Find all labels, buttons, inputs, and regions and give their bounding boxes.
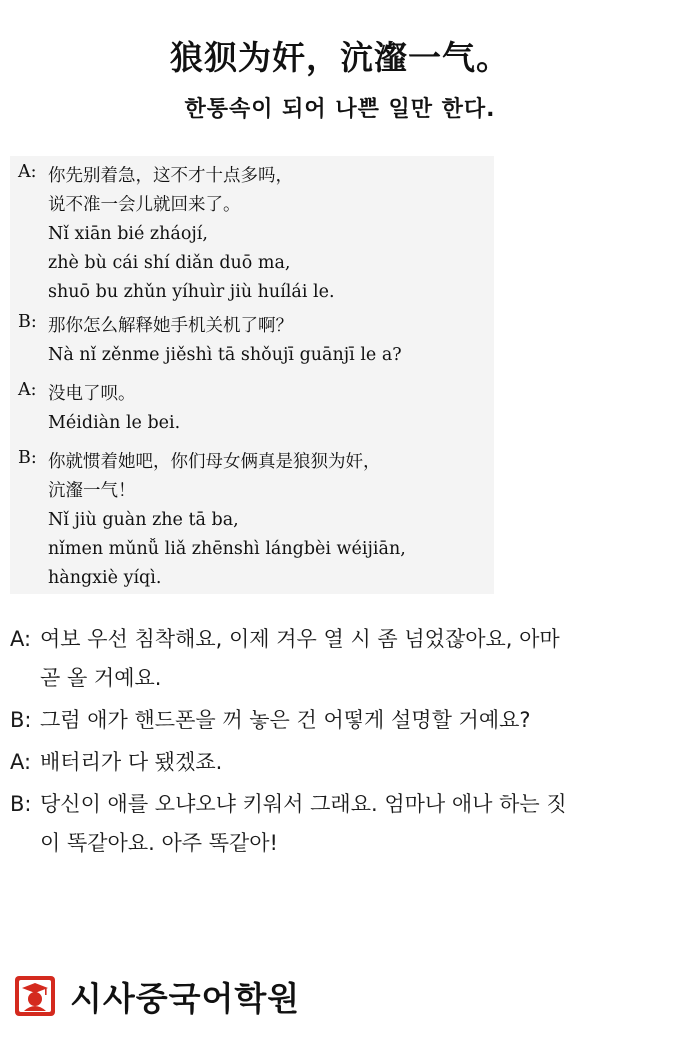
speaker-label: B: <box>18 312 37 332</box>
hanzi-line: 那你怎么解释她手机关机了啊？ <box>48 316 293 336</box>
speaker-label: A: <box>10 627 32 651</box>
page-title: 狼狈为奸，沆瀣一气。 <box>170 38 510 77</box>
hanzi-line: 你先别着急，这不才十点多吗， <box>48 166 293 186</box>
korean-translation <box>10 620 670 866</box>
speaker-label: A: <box>10 750 32 774</box>
pinyin-line: Nǐ jiù guàn zhe tā ba, <box>48 510 239 530</box>
korean-text <box>10 701 670 740</box>
pinyin-line: Nǐ xiān bié zháojí, <box>48 224 208 244</box>
speaker-label: A: <box>18 380 37 400</box>
korean-turn-1 <box>10 620 670 698</box>
graduate-emblem-icon <box>12 973 58 1019</box>
turn-lines <box>48 448 406 593</box>
pinyin-line: hàngxiè yíqì. <box>48 568 162 588</box>
pinyin-line: Méidiàn le bei. <box>48 413 181 433</box>
korean-text <box>10 620 670 698</box>
pinyin-line: zhè bù cái shí diǎn duō ma, <box>48 253 291 273</box>
turn-lines <box>48 380 180 438</box>
speaker-label: B: <box>10 792 32 816</box>
speaker-label: B: <box>18 448 37 468</box>
korean-turn-2 <box>10 701 670 740</box>
brand-name: 시사중국어학원 <box>70 978 301 1018</box>
korean-text <box>10 785 670 863</box>
korean-line: 배터리가 다 됐겠죠. <box>40 750 223 774</box>
korean-turn-3 <box>10 743 670 782</box>
hanzi-line: 沆瀣一气！ <box>48 481 136 501</box>
hanzi-line: 你就惯着她吧，你们母女俩真是狼狈为奸， <box>48 452 381 472</box>
korean-turn-4 <box>10 785 670 863</box>
turn-lines <box>48 162 335 307</box>
speaker-label: B: <box>10 708 32 732</box>
pinyin-line: shuō bu zhǔn yíhuìr jiù huílái le. <box>48 282 335 302</box>
brand-footer <box>12 968 300 1024</box>
korean-line: 당신이 애를 오냐오냐 키워서 그래요. 엄마나 애나 하는 짓 <box>40 792 567 816</box>
pinyin-line: nǐmen mǔnǚ liǎ zhēnshì lángbèi wéijiān, <box>48 539 406 559</box>
turn-lines <box>48 312 402 370</box>
hanzi-line: 没电了呗。 <box>48 384 136 404</box>
hanzi-line: 说不准一会儿就回来了。 <box>48 195 241 215</box>
pinyin-line: Nà nǐ zěnme jiěshì tā shǒujī guānjī le a? <box>48 345 402 365</box>
korean-line: 그럼 애가 핸드폰을 꺼 놓은 건 어떻게 설명할 거예요? <box>40 708 531 732</box>
page-subtitle: 한통속이 되어 나쁜 일만 한다. <box>184 97 496 122</box>
korean-text <box>10 743 670 782</box>
korean-line: 곧 올 거예요. <box>40 666 162 690</box>
korean-line: 여보 우선 침착해요, 이제 겨우 열 시 좀 넘었잖아요, 아마 <box>40 627 560 651</box>
chinese-dialog-box <box>10 156 494 594</box>
korean-line: 이 똑같아요. 아주 똑같아! <box>40 831 278 855</box>
speaker-label: A: <box>18 162 37 182</box>
